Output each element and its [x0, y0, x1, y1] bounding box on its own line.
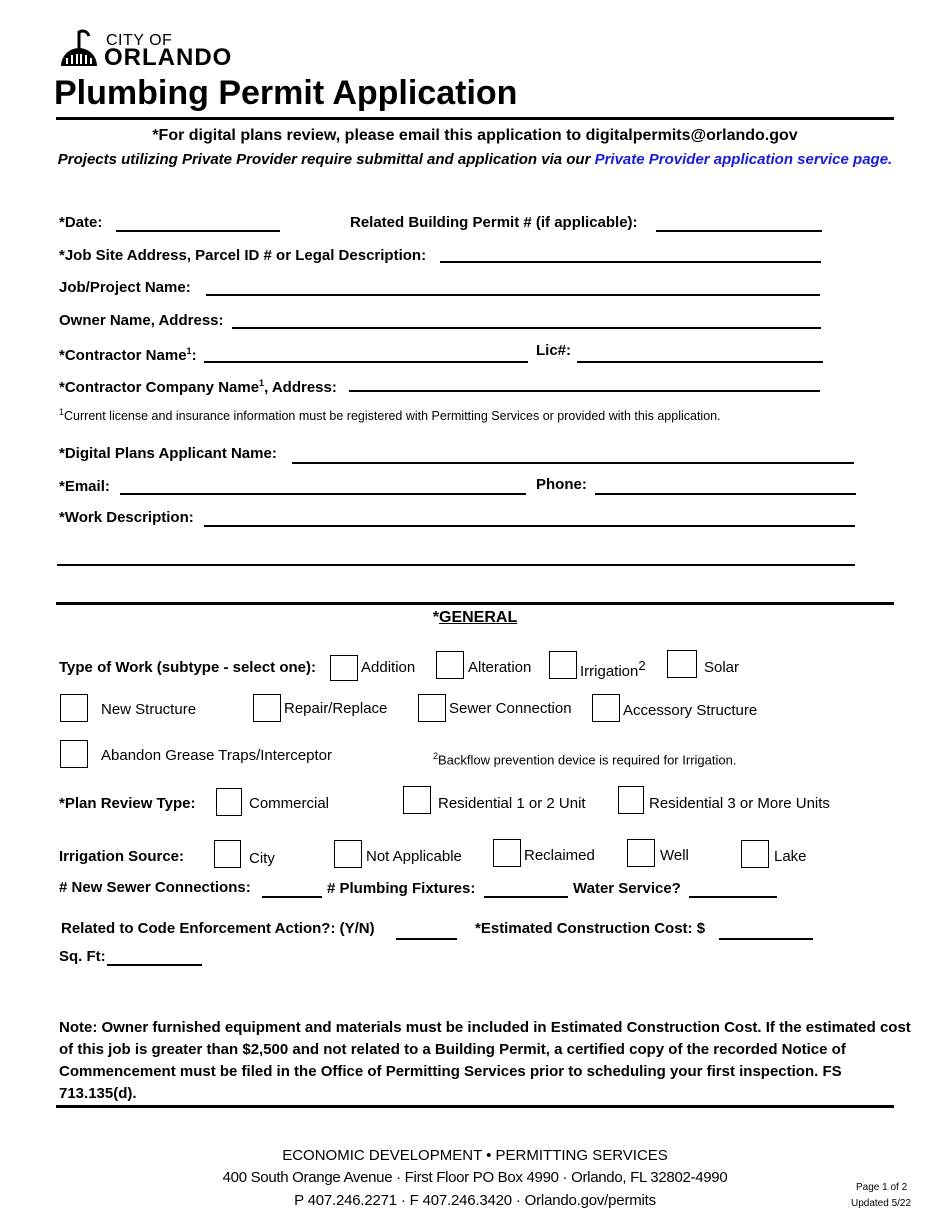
irrigation-source-label: Irrigation Source: [59, 848, 185, 865]
addition-checkbox[interactable] [330, 655, 358, 681]
date-field[interactable] [116, 230, 280, 232]
plumbing-fixtures-field[interactable] [484, 896, 568, 898]
logo-name-text: ORLANDO [104, 44, 233, 71]
lic-field[interactable] [577, 361, 823, 363]
lake-label: Lake [774, 848, 807, 865]
page-number: Page 1 of 2 [856, 1182, 908, 1193]
alteration-checkbox[interactable] [436, 651, 464, 679]
private-provider-link[interactable]: Private Provider application service page. [594, 151, 893, 168]
not-applicable-checkbox[interactable] [334, 840, 362, 868]
sewer-connection-label: Sewer Connection [449, 700, 572, 717]
lake-checkbox[interactable] [741, 840, 769, 868]
not-applicable-label: Not Applicable [366, 848, 462, 865]
solar-label: Solar [704, 659, 740, 676]
owner-field[interactable] [232, 327, 821, 329]
code-enforcement-field[interactable] [396, 938, 457, 940]
addition-label: Addition [361, 659, 416, 676]
footer-address: 400 South Orange Avenue · First Floor PO Box 4990 · Orlando, FL 32802-4990 [222, 1169, 728, 1186]
solar-checkbox[interactable] [667, 650, 697, 678]
job-project-label: Job/Project Name: [59, 279, 191, 296]
contractor-company-label: *Contractor Company Name$^1$, Address: [59, 378, 337, 396]
new-structure-label: New Structure [101, 701, 197, 718]
phone-field[interactable] [595, 493, 856, 495]
repair-replace-label: Repair/Replace [284, 700, 388, 717]
general-section-title: *GENERAL [432, 609, 518, 626]
new-sewer-field[interactable] [262, 896, 322, 898]
plan-review-label: *Plan Review Type: [59, 795, 196, 812]
footer-department: ECONOMIC DEVELOPMENT • PERMITTING SERVICES [282, 1147, 668, 1164]
sewer-connection-checkbox[interactable] [418, 694, 446, 722]
work-description-field[interactable] [204, 525, 855, 527]
private-provider-notice [0, 151, 950, 168]
footnote-2: $^2$Backflow prevention device is required for Irrigation. [433, 751, 737, 768]
residential-3-checkbox[interactable] [618, 786, 644, 814]
note-divider [56, 1105, 894, 1108]
estimated-cost-label: *Estimated Construction Cost: $ [475, 920, 706, 937]
alteration-label: Alteration [468, 659, 532, 676]
estimated-cost-field[interactable] [719, 938, 813, 940]
commercial-label: Commercial [249, 795, 330, 812]
city-checkbox[interactable] [214, 840, 241, 868]
digital-applicant-field[interactable] [292, 462, 854, 464]
page-title: Plumbing Permit Application [54, 74, 518, 112]
updated-date: Updated 5/22 [851, 1198, 912, 1209]
contractor-name-field[interactable] [204, 361, 528, 363]
job-site-label: *Job Site Address, Parcel ID # or Legal Description: [59, 247, 427, 264]
digital-review-notice [0, 127, 950, 145]
digital-applicant-label: *Digital Plans Applicant Name: [59, 445, 277, 462]
related-permit-field[interactable] [656, 230, 822, 232]
title-divider [56, 117, 894, 120]
job-site-field[interactable] [440, 261, 821, 263]
residential-1-2-checkbox[interactable] [403, 786, 431, 814]
residential-1-2-label: Residential 1 or 2 Unit [438, 795, 586, 812]
well-label: Well [660, 847, 689, 864]
footnote-1: $^1$Current license and insurance information must be registered with Permitting Services or provided with this application. [59, 407, 721, 424]
cost-note: Note: Owner furnished equipment and materials must be included in Estimated Construction Cost. If the estimated cost of this job is greater than $2,500 and not related to a Building Permit, a certified copy of the recorded Notice of Commencement must be filed in the Office of Permitting Services prior to scheduling your first inspection. FS 713.135(d). [59, 1019, 911, 1102]
general-divider [56, 602, 894, 605]
logo-city-text: CITY OF [106, 32, 173, 49]
job-project-field[interactable] [206, 294, 820, 296]
type-of-work-label: Type of Work (subtype - select one): [59, 659, 316, 676]
sqft-field[interactable] [107, 964, 202, 966]
contractor-company-field[interactable] [349, 390, 820, 392]
private-provider-text: Projects utilizing Private Provider require submittal and application via our [57, 151, 595, 168]
digital-review-notice-text: For digital plans review, please email this application to digitalpermits@orlando.gov [158, 127, 798, 144]
irrigation-checkbox[interactable] [549, 651, 577, 679]
owner-label: Owner Name, Address: [59, 312, 224, 329]
plumbing-fixtures-label: # Plumbing Fixtures: [327, 880, 476, 897]
new-structure-checkbox[interactable] [60, 694, 88, 722]
repair-replace-checkbox[interactable] [253, 694, 281, 722]
date-label: *Date: [59, 214, 103, 231]
city-label: City [249, 850, 275, 867]
work-description-field-line-2[interactable] [57, 564, 855, 566]
code-enforcement-label: Related to Code Enforcement Action?: (Y/N) [61, 920, 375, 937]
reclaimed-label: Reclaimed [524, 847, 595, 864]
lic-label: Lic#: [536, 342, 572, 359]
city-logo-icon [57, 28, 101, 68]
work-description-label: *Work Description: [59, 509, 194, 526]
related-permit-label: Related Building Permit # (if applicable): [350, 214, 638, 231]
irrigation-label: Irrigation$^2$ [580, 658, 646, 680]
reclaimed-checkbox[interactable] [493, 839, 521, 867]
phone-label: Phone: [536, 476, 587, 493]
email-field[interactable] [120, 493, 526, 495]
new-sewer-label: # New Sewer Connections: [59, 879, 251, 896]
well-checkbox[interactable] [627, 839, 655, 867]
abandon-grease-checkbox[interactable] [60, 740, 88, 768]
sqft-label: Sq. Ft: [59, 948, 106, 965]
footer-phones: P 407.246.2271 · F 407.246.3420 · Orlando.gov/permits [294, 1192, 656, 1209]
accessory-structure-checkbox[interactable] [592, 694, 620, 722]
abandon-grease-label: Abandon Grease Traps/Interceptor [101, 747, 332, 764]
accessory-structure-label: Accessory Structure [623, 702, 758, 719]
contractor-name-label: *Contractor Name$^1$: [59, 346, 197, 364]
water-service-field[interactable] [689, 896, 777, 898]
email-label: *Email: [59, 478, 110, 495]
required-star: * [152, 127, 159, 144]
residential-3-label: Residential 3 or More Units [649, 795, 830, 812]
water-service-label: Water Service? [573, 880, 681, 897]
commercial-checkbox[interactable] [216, 788, 242, 816]
